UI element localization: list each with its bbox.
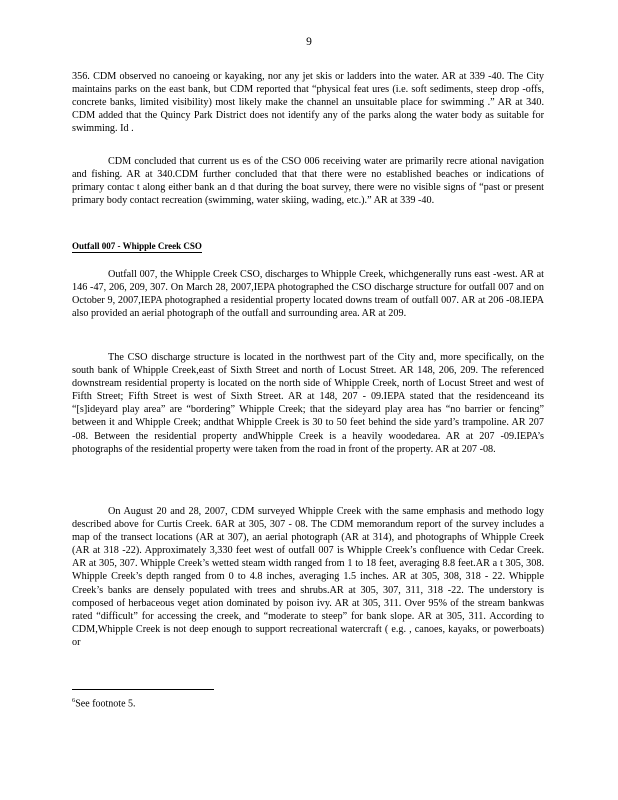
paragraph-cso-discharge-structure: The CSO discharge structure is located in the northwest part of the City and, more specifically, on the south bank of Whipple Creek,east of Sixth Street and north of Locust Street. AR 148, 206, 209. The referenced downstream residential property is located on the north side of Whipple Creek, north of Locust Street and west of Fifth Street; Fifth Street is west of Sixth Street. AR at 148, 207 - 09.IEPA stated that the residenceand its “[s]ideyard play area” are “bordering” Whipple Creek; that the sideyard play area has “no barrier or fencing” between it and Whipple Creek; andthat Whipple Creek is 30 to 50 feet behind the side yard’s trampoline. AR 207 -08. Between the residential property andWhipple Creek is a heavily woodedarea. AR at 207 -09.IEPA’s photographs of the residential property were taken from the road in front of the property. AR at 207 -08. [72,352,544,455]
paragraph-swimming-suitability: 356. CDM observed no canoeing or kayaking, nor any jet skis or ladders into the water. AR at 339 -40. The City maintains parks on the east bank, but CDM reported that “physical feat ures (i.e. soft sediments, steep drop -offs, concrete banks, limited visibility) most likely make the channel an unsuitable place for swimming .” AR at 340. CDM added that the Quincy Park District does not identify any of the parks along the water body as suitable for swimming. Id . [72,71,544,135]
footnote-text: See footnote 5. [75,698,136,710]
section-heading: Outfall 007 - Whipple Creek CSO [72,241,202,251]
paragraph-cso-006-uses: CDM concluded that current us es of the CSO 006 receiving water are primarily recre ational navigation and fishing. AR at 340.CDM further concluded that that there were no established beaches or indications of primary contac t along either bank an d that during the boat survey, there were no visible signs of “past or present primary body contact recreation (swimming, water skiing, wading, etc.).” AR at 339 -40. [72,156,544,207]
footnote [72,697,136,709]
footnote-marker: 6 [72,697,76,704]
paragraph-outfall-007: Outfall 007, the Whipple Creek CSO, discharges to Whipple Creek, whichgenerally runs east -west. AR at 146 -47, 206, 209, 307. On March 28, 2007,IEPA photographed the CSO discharge structure for outfall 007 and on October 9, 2007,IEPA photographed a residential property located downs tream of outfall 007. AR at 206 -08.IEPA also provided an aerial photograph of the outfall and surrounding area. AR at 209. [72,269,544,320]
page-number: 9 [306,36,312,48]
footnote-separator [72,689,214,690]
paragraph-cdm-survey: On August 20 and 28, 2007, CDM surveyed Whipple Creek with the same emphasis and methodo logy described above for Curtis Creek. 6AR at 305, 307 - 08. The CDM memorandum report of the survey includes a map of the transect locations (AR at 307), an aerial photograph (AR at 314), and photographs of Whipple Creek (AR at 318 -22). Approximately 3,330 feet west of outfall 007 is Whipple Creek’s confluence with Cedar Creek. AR at 305, 307. Whipple Creek’s wetted steam width ranged from 1 to 18 feet, averaging 8.8 feet.AR a t 305, 308. Whipple Creek’s depth ranged from 0 to 4.8 inches, averaging 1.5 inches. AR at 305, 308, 318 - 22. Whipple Creek’s banks are densely populated with trees and shrubs.AR at 305, 307, 311, 318 -22. The understory is composed of herbaceous veget ation dominated by poison ivy. AR at 305, 311. Over 95% of the stream bankwas rated “difficult” for accessing the creek, and “moderate to steep” for bank slope. AR at 305, 311. According to CDM,Whipple Creek is not deep enough to support recreational watercraft ( e.g. , canoes, kayaks, or powerboats) or [72,506,544,648]
